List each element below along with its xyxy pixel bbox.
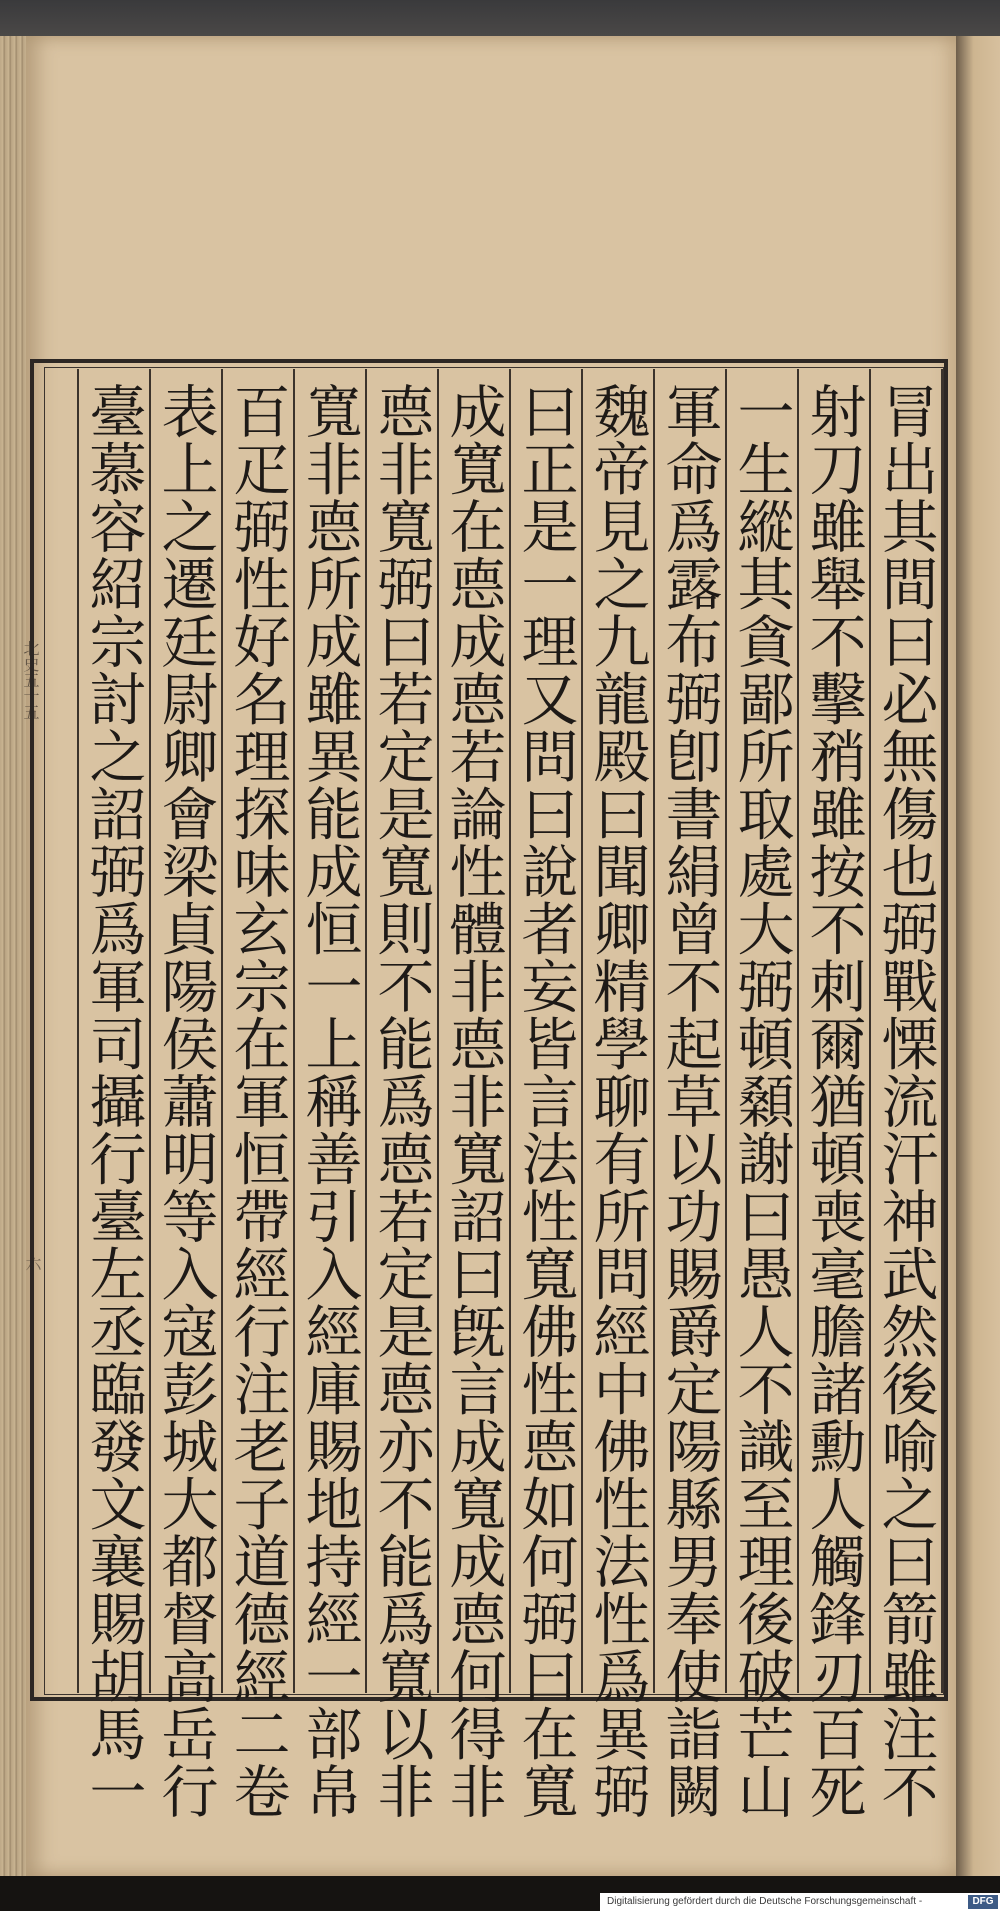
column-rule — [149, 369, 151, 1693]
text-column: 㥁非寬弼曰若定是寬則不能爲㥁若定是㥁亦不能爲寬以非 — [368, 382, 434, 1820]
column-rule — [509, 369, 511, 1693]
text-column: 成寬在㥁成㥁若論性體非㥁非寬詔曰旣言成寬成㥁何得非 — [440, 382, 506, 1820]
column-rule — [725, 369, 727, 1693]
text-column: 表上之遷廷尉卿會梁貞陽侯蕭明等入寇彭城大都督高岳行 — [152, 382, 218, 1820]
scan-top-edge — [0, 0, 1000, 36]
column-rule — [581, 369, 583, 1693]
text-column: 射刀雖舉不擊矟雖按不刺爾猶頓喪毫膽諸勳人觸鋒刃百死 — [800, 382, 866, 1820]
book-gutter — [956, 36, 1000, 1876]
text-column: 軍命爲露布弼卽書絹曾不起草以功賜爵定陽縣男奉使詣闕 — [656, 382, 722, 1820]
column-rule — [653, 369, 655, 1693]
column-rule — [941, 369, 943, 1693]
text-column: 魏帝見之九龍殿曰聞卿精學聊有所問經中佛性法性爲異弼 — [584, 382, 650, 1820]
funding-credit: Digitalisierung gefördert durch die Deutsche Forschungsgemeinschaft - — [607, 1896, 923, 1907]
text-column: 寬非㥁所成雖異能成恒一上稱善引入經庫賜地持經一部帛 — [296, 382, 362, 1820]
dfg-logo: DFG — [968, 1895, 998, 1909]
column-rule — [797, 369, 799, 1693]
text-column: 臺慕容紹宗討之詔弼爲軍司攝行臺左丞臨發文襄賜胡馬一 — [80, 382, 146, 1820]
folio-mark: 六 — [23, 1255, 42, 1271]
column-rule — [869, 369, 871, 1693]
column-rule — [293, 369, 295, 1693]
column-rule — [365, 369, 367, 1693]
text-column: 冐出其間曰必無傷也弼戰慄流汗神武然後喻之曰箭雖注不 — [872, 382, 938, 1820]
column-rule — [221, 369, 223, 1693]
text-column: 百疋弼性好名理探味玄宗在軍恒帶經行注老子道德經二卷 — [224, 382, 290, 1820]
margin-text: 北史五十五 — [21, 640, 40, 720]
text-column: 曰正是一理又問曰說者妄皆言法性寬佛性㥁如何弼曰在寬 — [512, 382, 578, 1820]
column-rule — [77, 369, 79, 1693]
text-column: 一生縱其貪鄙所取處大弼頓顙謝曰愚人不識至理後破芒山 — [728, 382, 794, 1820]
column-rule — [437, 369, 439, 1693]
